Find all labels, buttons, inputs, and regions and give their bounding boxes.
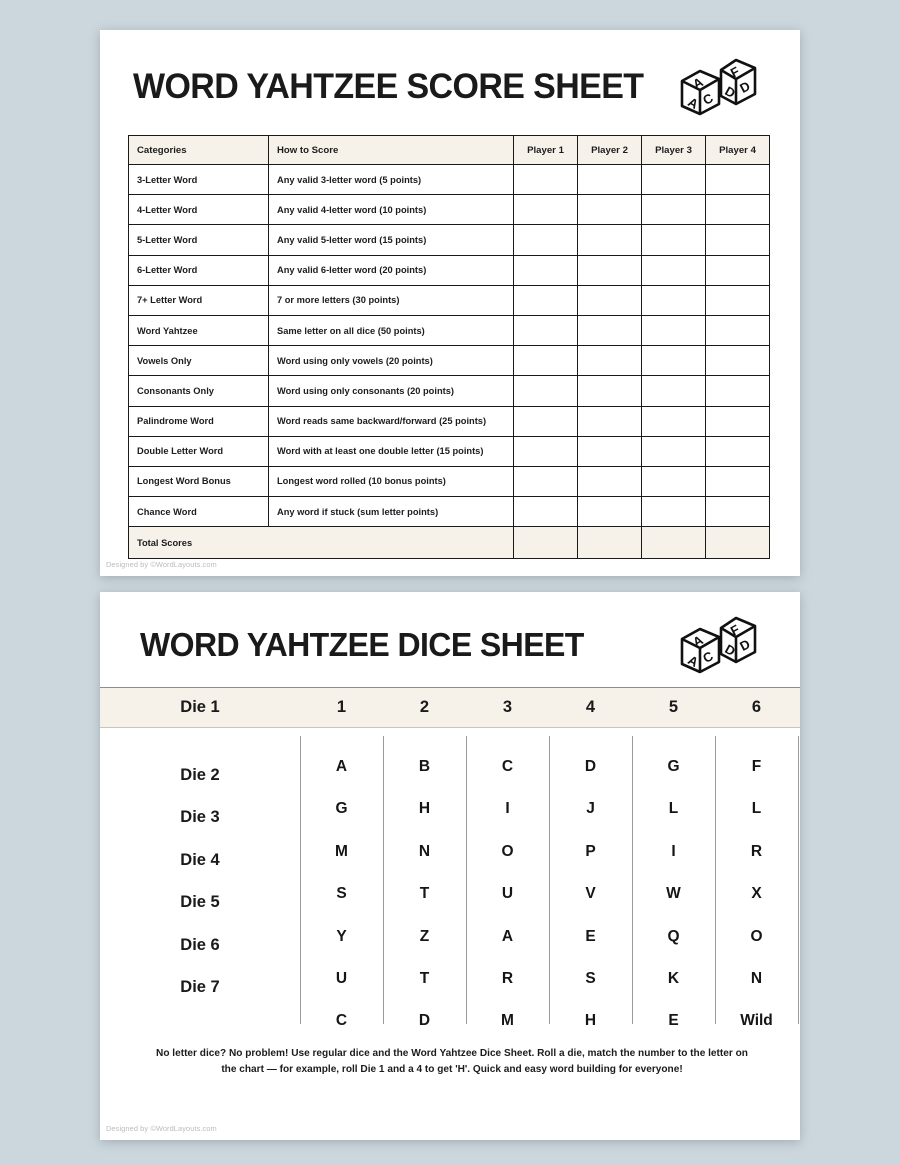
dice-letter-cell: U: [335, 970, 348, 987]
dice-letter-cell: B: [418, 758, 431, 775]
dice-letter-cell: Q: [667, 927, 680, 945]
table-row: [129, 315, 770, 345]
cell-player-4-score[interactable]: [706, 436, 770, 466]
svg-text:C: C: [700, 648, 716, 666]
score-table-body: [129, 165, 770, 559]
svg-text:D: D: [737, 78, 753, 96]
cell-how-to-score: Same letter on all dice (50 points): [269, 315, 514, 345]
cell-player-2-score[interactable]: [578, 195, 642, 225]
total-scores-row: [129, 527, 770, 559]
cell-category: Word Yahtzee: [129, 315, 269, 345]
score-table-header-row: [129, 136, 770, 165]
cell-player-1-score[interactable]: [514, 466, 578, 496]
cell-player-3-total[interactable]: [642, 527, 706, 559]
table-row: [129, 255, 770, 285]
cell-player-1-score[interactable]: [514, 165, 578, 195]
svg-text:F: F: [727, 63, 742, 81]
col-header-player-3: Player 3: [642, 136, 706, 165]
dice-letter-cell: T: [419, 885, 430, 903]
svg-text:D: D: [737, 636, 753, 654]
dice-header-face-1: 1: [336, 698, 347, 716]
svg-text:C: C: [700, 90, 716, 108]
score-table-container: [100, 131, 800, 559]
cell-player-3-score[interactable]: [642, 376, 706, 406]
score-sheet-title: WORD YAHTZEE SCORE SHEET: [133, 67, 644, 107]
cell-player-3-score[interactable]: [642, 497, 706, 527]
cell-player-1-score[interactable]: [514, 285, 578, 315]
dice-letter-cell: L: [668, 800, 679, 818]
cell-how-to-score: Word using only consonants (20 points): [269, 376, 514, 406]
cell-player-4-score[interactable]: [706, 466, 770, 496]
cell-how-to-score: Word reads same backward/forward (25 points): [269, 406, 514, 436]
dice-header-face-6: 6: [751, 698, 762, 716]
svg-text:A: A: [685, 652, 701, 670]
cell-category: Double Letter Word: [129, 436, 269, 466]
cell-category: Longest Word Bonus: [129, 466, 269, 496]
col-header-player-1: Player 1: [514, 136, 578, 165]
cell-category: 6-Letter Word: [129, 255, 269, 285]
svg-text:A: A: [685, 94, 701, 112]
svg-text:A: A: [690, 632, 706, 650]
cell-player-1-score[interactable]: [514, 255, 578, 285]
dice-letter-cell: Wild: [740, 1012, 773, 1030]
table-row: [129, 406, 770, 436]
cell-how-to-score: Any word if stuck (sum letter points): [269, 497, 514, 527]
dice-letter-cell: K: [667, 970, 680, 987]
cell-player-2-score[interactable]: [578, 255, 642, 285]
svg-text:D: D: [722, 641, 738, 659]
dice-letter-cell: H: [418, 800, 431, 818]
dice-header-face-5: 5: [668, 698, 679, 716]
column-divider: [798, 736, 799, 1024]
dice-header-face-3: 3: [502, 698, 513, 716]
cell-player-2-score[interactable]: [578, 497, 642, 527]
dice-letter-cell: M: [501, 1012, 514, 1030]
cell-how-to-score: Any valid 6-letter word (20 points): [269, 255, 514, 285]
cell-player-4-score[interactable]: [706, 255, 770, 285]
dice-letter-cell: N: [418, 842, 431, 860]
cell-player-4-score[interactable]: [706, 315, 770, 345]
table-row: [129, 346, 770, 376]
die-row-label: Die 2: [180, 766, 220, 784]
dice-letter-cell: F: [751, 758, 762, 775]
die-row-label: Die 3: [180, 808, 220, 827]
table-row: [129, 436, 770, 466]
cell-how-to-score: Any valid 3-letter word (5 points): [269, 165, 514, 195]
table-row: [129, 195, 770, 225]
col-header-how-to-score: How to Score: [269, 136, 514, 165]
dice-sheet-page: [100, 592, 800, 1140]
dice-letter-cell: G: [667, 758, 680, 775]
dice-letter-cell: I: [505, 800, 510, 818]
dice-header-face-4: 4: [585, 698, 596, 716]
table-row: [129, 165, 770, 195]
cell-player-3-score[interactable]: [642, 315, 706, 345]
total-scores-label: Total Scores: [129, 527, 514, 559]
cell-player-4-score[interactable]: [706, 165, 770, 195]
dice-header-die-label: Die 1: [180, 698, 220, 716]
cell-player-4-score[interactable]: [706, 195, 770, 225]
cell-player-3-score[interactable]: [642, 346, 706, 376]
abc-dice-blocks-icon: [676, 54, 762, 121]
dice-letter-cell: J: [586, 800, 595, 818]
dice-letter-cell: E: [668, 1012, 679, 1030]
cell-player-3-score[interactable]: [642, 436, 706, 466]
cell-player-2-score[interactable]: [578, 165, 642, 195]
cell-player-4-score[interactable]: [706, 346, 770, 376]
svg-text:D: D: [722, 83, 738, 101]
dice-letter-cell: R: [501, 970, 514, 987]
dice-letter-cell: I: [671, 842, 676, 860]
dice-letter-cell: O: [501, 842, 514, 860]
die-row-label: Die 6: [180, 935, 220, 954]
die-row-label: Die 4: [180, 850, 220, 869]
table-row: [129, 376, 770, 406]
dice-letter-cell: X: [751, 885, 762, 903]
dice-letter-cell: R: [750, 842, 763, 860]
cell-player-3-score[interactable]: [642, 225, 706, 255]
svg-text:A: A: [690, 74, 706, 92]
cell-player-4-score[interactable]: [706, 376, 770, 406]
cell-how-to-score: Word using only vowels (20 points): [269, 346, 514, 376]
cell-player-1-score[interactable]: [514, 315, 578, 345]
dice-table-header-band: [100, 687, 800, 728]
dice-letter-cell: G: [335, 800, 348, 818]
cell-how-to-score: Any valid 5-letter word (15 points): [269, 225, 514, 255]
col-header-categories: Categories: [129, 136, 269, 165]
cell-category: Vowels Only: [129, 346, 269, 376]
cell-how-to-score: Any valid 4-letter word (10 points): [269, 195, 514, 225]
cell-player-4-score[interactable]: [706, 285, 770, 315]
cell-player-1-score[interactable]: [514, 436, 578, 466]
dice-letter-cell: P: [585, 842, 596, 860]
die-row-label: Die 5: [180, 893, 220, 912]
table-row: [129, 497, 770, 527]
cell-player-3-score[interactable]: [642, 195, 706, 225]
table-row: [129, 225, 770, 255]
dice-letter-cell: Y: [336, 927, 347, 945]
dice-letter-cell: Z: [419, 927, 430, 945]
cell-player-4-score[interactable]: [706, 225, 770, 255]
cell-player-1-score[interactable]: [514, 195, 578, 225]
cell-category: Palindrome Word: [129, 406, 269, 436]
cell-category: 7+ Letter Word: [129, 285, 269, 315]
table-row: [129, 466, 770, 496]
cell-player-3-score[interactable]: [642, 255, 706, 285]
cell-category: 3-Letter Word: [129, 165, 269, 195]
cell-player-2-score[interactable]: [578, 346, 642, 376]
dice-letter-cell: M: [335, 842, 348, 860]
cell-player-4-score[interactable]: [706, 406, 770, 436]
dice-letter-cell: O: [750, 927, 763, 945]
cell-player-1-score[interactable]: [514, 346, 578, 376]
cell-player-1-score[interactable]: [514, 225, 578, 255]
cell-player-2-score[interactable]: [578, 436, 642, 466]
cell-how-to-score: 7 or more letters (30 points): [269, 285, 514, 315]
dice-sheet-title: WORD YAHTZEE DICE SHEET: [140, 626, 584, 664]
cell-player-3-score[interactable]: [642, 466, 706, 496]
dice-letter-cell: W: [666, 885, 681, 903]
die-row-label: Die 7: [180, 978, 220, 996]
cell-category: Consonants Only: [129, 376, 269, 406]
cell-how-to-score: Longest word rolled (10 bonus points): [269, 466, 514, 496]
dice-sheet-header: [100, 592, 800, 687]
dice-letter-cell: E: [585, 927, 596, 945]
cell-player-2-score[interactable]: [578, 376, 642, 406]
cell-player-1-score[interactable]: [514, 376, 578, 406]
cell-player-3-score[interactable]: [642, 165, 706, 195]
cell-player-4-score[interactable]: [706, 497, 770, 527]
dice-letter-grid: [100, 728, 800, 1032]
dice-letter-cell: S: [336, 885, 347, 903]
abc-dice-blocks-icon: [676, 612, 762, 679]
dice-letter-cell: C: [335, 1012, 348, 1030]
cell-player-2-total[interactable]: [578, 527, 642, 559]
dice-letter-cell: A: [335, 758, 348, 775]
dice-letter-cell: A: [501, 927, 514, 945]
cell-how-to-score: Word with at least one double letter (15 points): [269, 436, 514, 466]
cell-player-1-score[interactable]: [514, 497, 578, 527]
table-row: [129, 285, 770, 315]
dice-letter-cell: D: [418, 1012, 431, 1030]
dice-sheet-note: No letter dice? No problem! Use regular dice and the Word Yahtzee Dice Sheet. Roll a die, match the number to the letter on the chart — for example, roll Die 1 and a 4 to get 'H'. Quick and easy word building for everyone!: [156, 1048, 748, 1076]
dice-letter-cell: V: [585, 885, 596, 903]
dice-letter-cell: T: [419, 970, 430, 987]
cell-player-3-score[interactable]: [642, 285, 706, 315]
cell-player-2-score[interactable]: [578, 225, 642, 255]
cell-category: 4-Letter Word: [129, 195, 269, 225]
dice-letter-cell: H: [584, 1012, 597, 1030]
dice-sheet-credit: Designed by ©WordLayouts.com: [106, 1124, 217, 1133]
col-header-player-4: Player 4: [706, 136, 770, 165]
cell-player-1-score[interactable]: [514, 406, 578, 436]
dice-letter-cell: L: [751, 800, 762, 818]
dice-letter-cell: N: [750, 970, 763, 987]
col-header-player-2: Player 2: [578, 136, 642, 165]
cell-player-4-total[interactable]: [706, 527, 770, 559]
dice-letter-cell: D: [584, 758, 597, 775]
cell-player-2-score[interactable]: [578, 285, 642, 315]
score-sheet-credit: Designed by ©WordLayouts.com: [106, 560, 217, 569]
cell-player-2-score[interactable]: [578, 315, 642, 345]
svg-text:F: F: [727, 621, 742, 639]
cell-category: Chance Word: [129, 497, 269, 527]
cell-player-2-score[interactable]: [578, 466, 642, 496]
dice-letter-cell: S: [585, 970, 596, 987]
dice-letter-cell: U: [501, 885, 514, 903]
score-table: [128, 135, 770, 559]
dice-letter-cell: C: [501, 758, 514, 775]
cell-player-3-score[interactable]: [642, 406, 706, 436]
score-sheet-header: [100, 30, 800, 131]
cell-player-1-total[interactable]: [514, 527, 578, 559]
score-sheet-page: [100, 30, 800, 576]
cell-category: 5-Letter Word: [129, 225, 269, 255]
cell-player-2-score[interactable]: [578, 406, 642, 436]
dice-header-face-2: 2: [419, 698, 430, 716]
